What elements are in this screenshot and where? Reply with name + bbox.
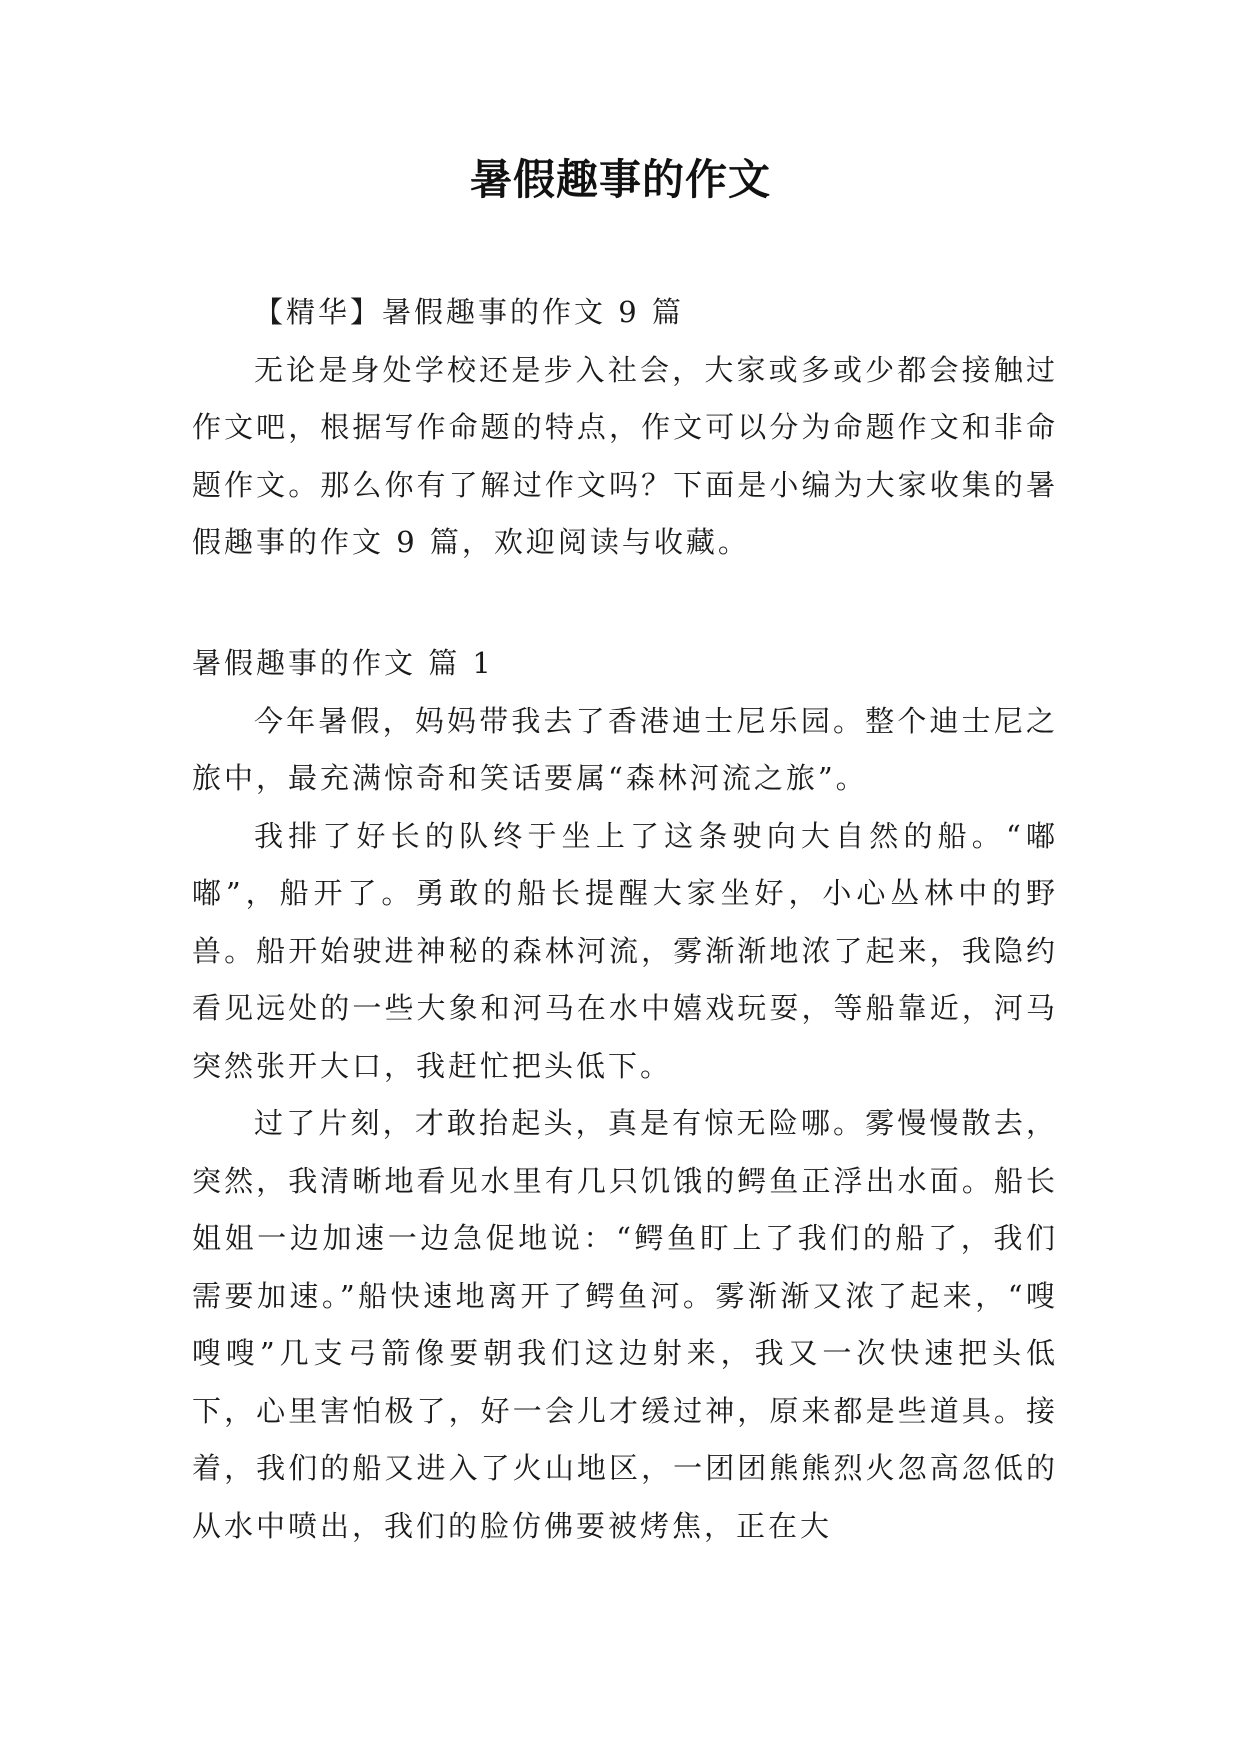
body-paragraph: 过了片刻，才敢抬起头，真是有惊无险哪。雾慢慢散去，突然，我清晰地看见水里有几只饥饿的鳄鱼正浮出水面。船长姐姐一边加速一边急促地说：“鳄鱼盯上了我们的船了，我们需要加速。”船快速地离开了鳄鱼河。雾渐渐又浓了起来，“嗖嗖嗖”几支弓箭像要朝我们这边射来，我又一次快速把头低下，心里害怕极了，好一会儿才缓过神，原来都是些道具。接着，我们的船又进入了火山地区，一团团熊熊烈火忽高忽低的从水中喷出，我们的脸仿佛要被烤焦，正在大 — [192, 1106, 1058, 1543]
section-heading: 暑假趣事的作文 篇 1 — [192, 646, 494, 680]
page-title: 暑假趣事的作文 — [469, 155, 771, 204]
document-subtitle: 【精华】暑假趣事的作文 9 篇 — [254, 295, 684, 329]
body-paragraph: 今年暑假，妈妈带我去了香港迪士尼乐园。整个迪士尼之旅中，最充满惊奇和笑话要属“森林河流之旅”。 — [192, 703, 1058, 795]
intro-section — [192, 284, 1058, 572]
intro-paragraph: 无论是身处学校还是步入社会，大家或多或少都会接触过作文吧，根据写作命题的特点，作文可以分为命题作文和非命题作文。那么你有了解过作文吗？下面是小编为大家收集的暑假趣事的作文 9 篇，欢迎阅读与收藏。 — [192, 352, 1058, 559]
article-section — [192, 635, 1058, 1555]
body-paragraph: 我排了好长的队终于坐上了这条驶向大自然的船。“嘟嘟”，船开了。勇敢的船长提醒大家坐好，小心丛林中的野兽。船开始驶进神秘的森林河流，雾渐渐地浓了起来，我隐约看见远处的一些大象和河马在水中嬉戏玩耍，等船靠近，河马突然张开大口，我赶忙把头低下。 — [192, 818, 1058, 1083]
